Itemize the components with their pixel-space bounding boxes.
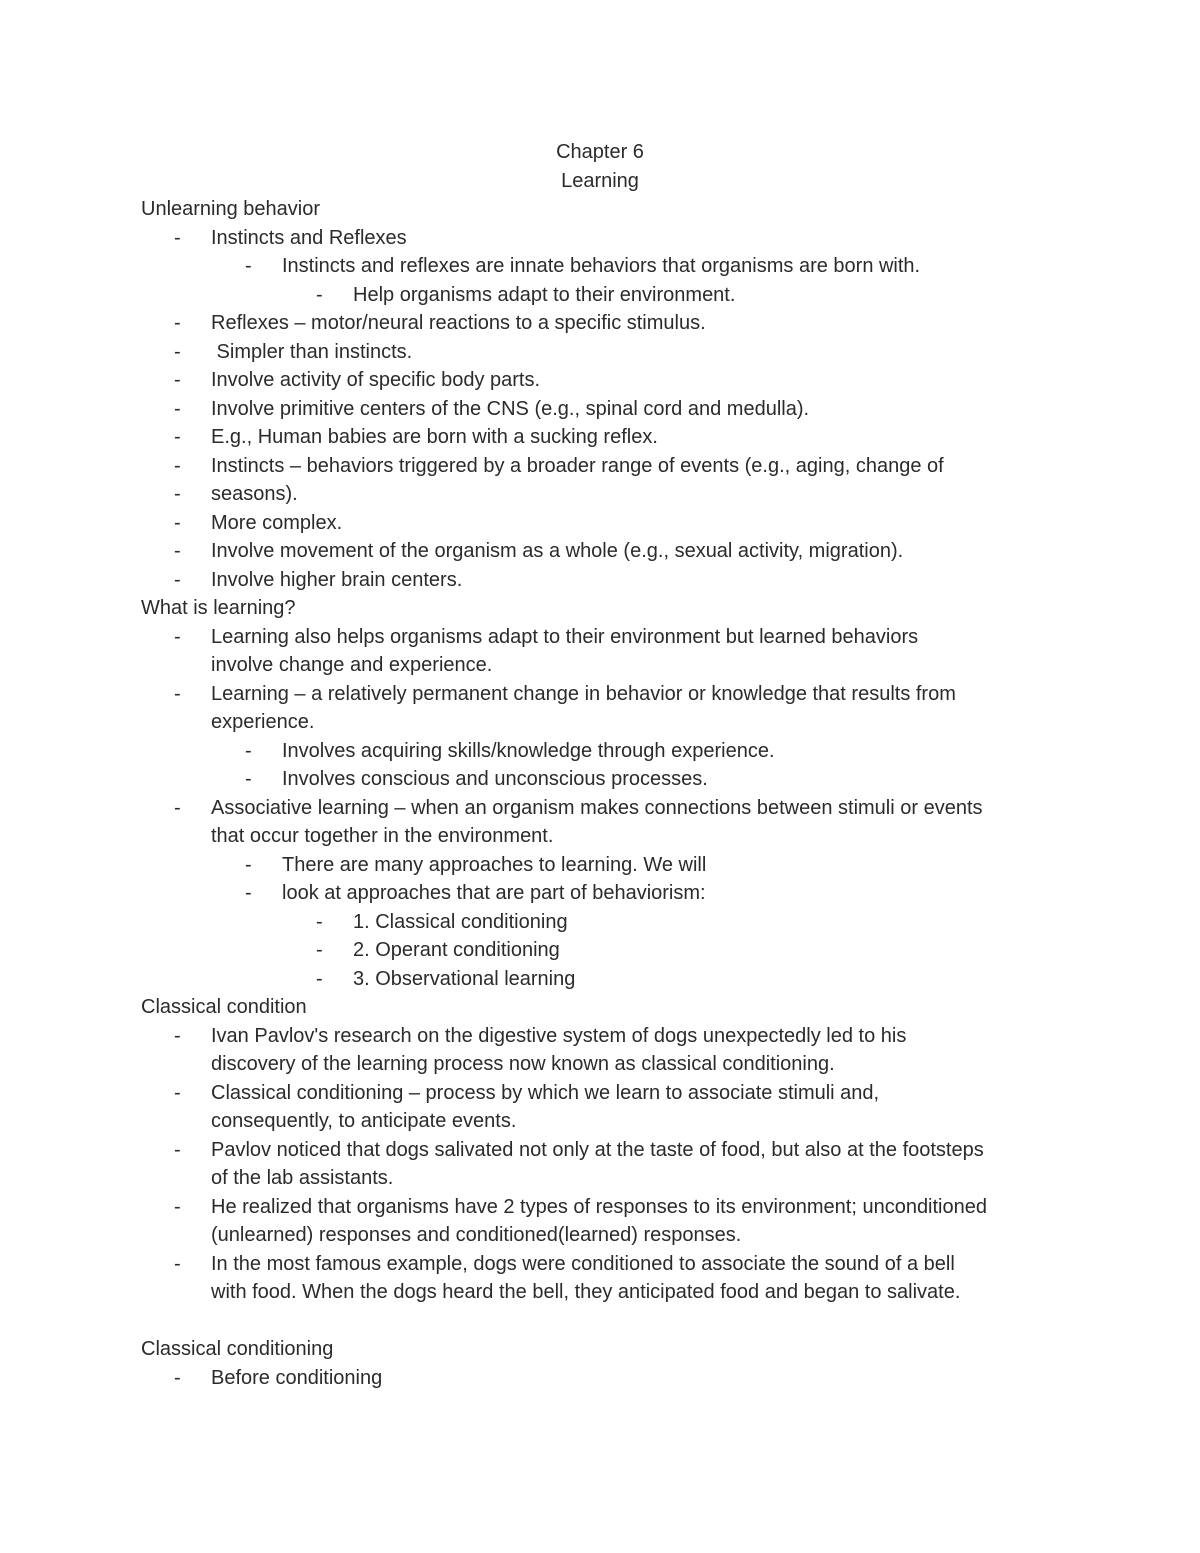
section-heading: Classical condition: [141, 996, 307, 1018]
bullet-item: [0, 366, 1200, 395]
bullet-item: [0, 879, 1200, 908]
bullet-item: [0, 281, 1200, 310]
bullet-text: Classical conditioning – process by which we learn to associate stimuli and,: [211, 1081, 880, 1104]
blank-line: [0, 1307, 1200, 1336]
bullet-dash: -: [174, 454, 181, 477]
bullet-item: [0, 509, 1200, 538]
bullet-item: [0, 338, 1200, 367]
bullet-continuation: with food. When the dogs heard the bell, they anticipated food and began to salivate.: [211, 1281, 961, 1303]
bullet-dash: -: [316, 939, 323, 961]
bullet-text: Associative learning – when an organism makes connections between stimuli or events: [211, 796, 983, 819]
bullet-continuation: (unlearned) responses and conditioned(learned) responses.: [211, 1224, 742, 1246]
bullet-dash: -: [174, 1081, 181, 1104]
bullet-dash: -: [174, 1252, 181, 1275]
bullet-text: 3. Observational learning: [353, 967, 576, 990]
bullet-item: [0, 1136, 1200, 1165]
bullet-continuation: consequently, to anticipate events.: [211, 1110, 517, 1132]
bullet-dash: -: [174, 682, 181, 705]
section-heading: Classical conditioning: [141, 1338, 334, 1360]
bullet-continuation: experience.: [211, 711, 315, 733]
bullet-dash: -: [174, 312, 181, 334]
bullet-dash: -: [174, 1024, 181, 1047]
bullet-dash: -: [174, 340, 181, 363]
bullet-text: Involves acquiring skills/knowledge through experience.: [282, 739, 775, 762]
bullet-item: [0, 1250, 1200, 1279]
bullet-continuation: that occur together in the environment.: [211, 825, 554, 847]
bullet-item: [0, 252, 1200, 281]
bullet-dash: -: [245, 255, 252, 277]
bullet-dash: -: [174, 226, 181, 249]
bullet-item: [0, 1364, 1200, 1393]
bullet-text: Help organisms adapt to their environment.: [353, 283, 736, 306]
bullet-item: [0, 224, 1200, 253]
bullet-text: E.g., Human babies are born with a sucking reflex.: [211, 426, 658, 448]
bullet-dash: -: [174, 1138, 181, 1161]
bullet-item: [0, 765, 1200, 794]
bullet-dash: -: [174, 397, 181, 420]
bullet-item: [0, 1193, 1200, 1222]
bullet-continuation: discovery of the learning process now known as classical conditioning.: [211, 1053, 835, 1075]
bullet-dash: -: [316, 910, 323, 933]
bullet-continuation: of the lab assistants.: [211, 1167, 394, 1189]
bullet-item: [0, 1079, 1200, 1108]
bullet-item: [0, 566, 1200, 595]
notes-sections: [0, 195, 1200, 1392]
bullet-dash: -: [245, 853, 252, 876]
bullet-dash: -: [174, 796, 181, 819]
document-body: [0, 138, 1200, 1392]
bullet-continuation: involve change and experience.: [211, 654, 493, 676]
topic-title: Learning: [561, 169, 639, 192]
bullet-text: Before conditioning: [211, 1366, 383, 1389]
bullet-dash: -: [174, 625, 181, 648]
bullet-item: [0, 794, 1200, 823]
bullet-item: [0, 395, 1200, 424]
bullet-text: He realized that organisms have 2 types of responses to its environment; unconditioned: [211, 1195, 987, 1218]
bullet-dash: -: [174, 511, 181, 534]
bullet-text: 2. Operant conditioning: [353, 939, 560, 961]
bullet-dash: -: [316, 283, 323, 306]
bullet-text: Reflexes – motor/neural reactions to a specific stimulus.: [211, 312, 706, 334]
bullet-dash: -: [245, 739, 252, 762]
bullet-text: More complex.: [211, 511, 343, 534]
bullet-text: Instincts and Reflexes: [211, 226, 407, 249]
bullet-dash: -: [174, 369, 181, 391]
bullet-text: Ivan Pavlov's research on the digestive system of dogs unexpectedly led to his: [211, 1024, 907, 1047]
bullet-item: [0, 623, 1200, 652]
bullet-item: [0, 309, 1200, 338]
bullet-text: Instincts – behaviors triggered by a broader range of events (e.g., aging, change of: [211, 454, 944, 477]
bullet-item: [0, 680, 1200, 709]
bullet-item: [0, 423, 1200, 452]
bullet-text: There are many approaches to learning. We will: [282, 853, 707, 876]
bullet-text: Involve primitive centers of the CNS (e.g., spinal cord and medulla).: [211, 397, 810, 420]
bullet-text: Learning – a relatively permanent change in behavior or knowledge that results from: [211, 682, 956, 705]
bullet-dash: -: [174, 483, 181, 505]
bullet-dash: -: [174, 1195, 181, 1218]
bullet-text: Involve activity of specific body parts.: [211, 369, 541, 391]
bullet-text: Learning also helps organisms adapt to their environment but learned behaviors: [211, 625, 919, 648]
section-heading: What is learning?: [141, 597, 296, 619]
bullet-text: Involve movement of the organism as a whole (e.g., sexual activity, migration).: [211, 540, 904, 562]
section-heading: Unlearning behavior: [141, 198, 321, 220]
bullet-dash: -: [245, 768, 252, 790]
bullet-text: In the most famous example, dogs were conditioned to associate the sound of a bell: [211, 1252, 955, 1275]
bullet-item: [0, 537, 1200, 566]
bullet-text: Simpler than instincts.: [211, 340, 413, 363]
bullet-dash: -: [245, 882, 252, 904]
bullet-item: [0, 908, 1200, 937]
bullet-item: [0, 480, 1200, 509]
bullet-item: [0, 936, 1200, 965]
bullet-item: [0, 737, 1200, 766]
bullet-dash: -: [174, 568, 181, 591]
bullet-text: seasons).: [211, 483, 298, 505]
chapter-title: Chapter 6: [556, 141, 644, 163]
bullet-item: [0, 452, 1200, 481]
bullet-item: [0, 851, 1200, 880]
bullet-item: [0, 965, 1200, 994]
bullet-dash: -: [174, 1366, 181, 1389]
bullet-dash: -: [316, 967, 323, 990]
bullet-text: Pavlov noticed that dogs salivated not only at the taste of food, but also at the footsteps: [211, 1138, 984, 1161]
bullet-dash: -: [174, 426, 181, 448]
bullet-text: look at approaches that are part of behaviorism:: [282, 882, 706, 904]
bullet-text: Involves conscious and unconscious processes.: [282, 768, 708, 790]
bullet-text: Involve higher brain centers.: [211, 568, 463, 591]
bullet-item: [0, 1022, 1200, 1051]
bullet-text: 1. Classical conditioning: [353, 910, 568, 933]
bullet-dash: -: [174, 540, 181, 562]
bullet-text: Instincts and reflexes are innate behaviors that organisms are born with.: [282, 255, 921, 277]
